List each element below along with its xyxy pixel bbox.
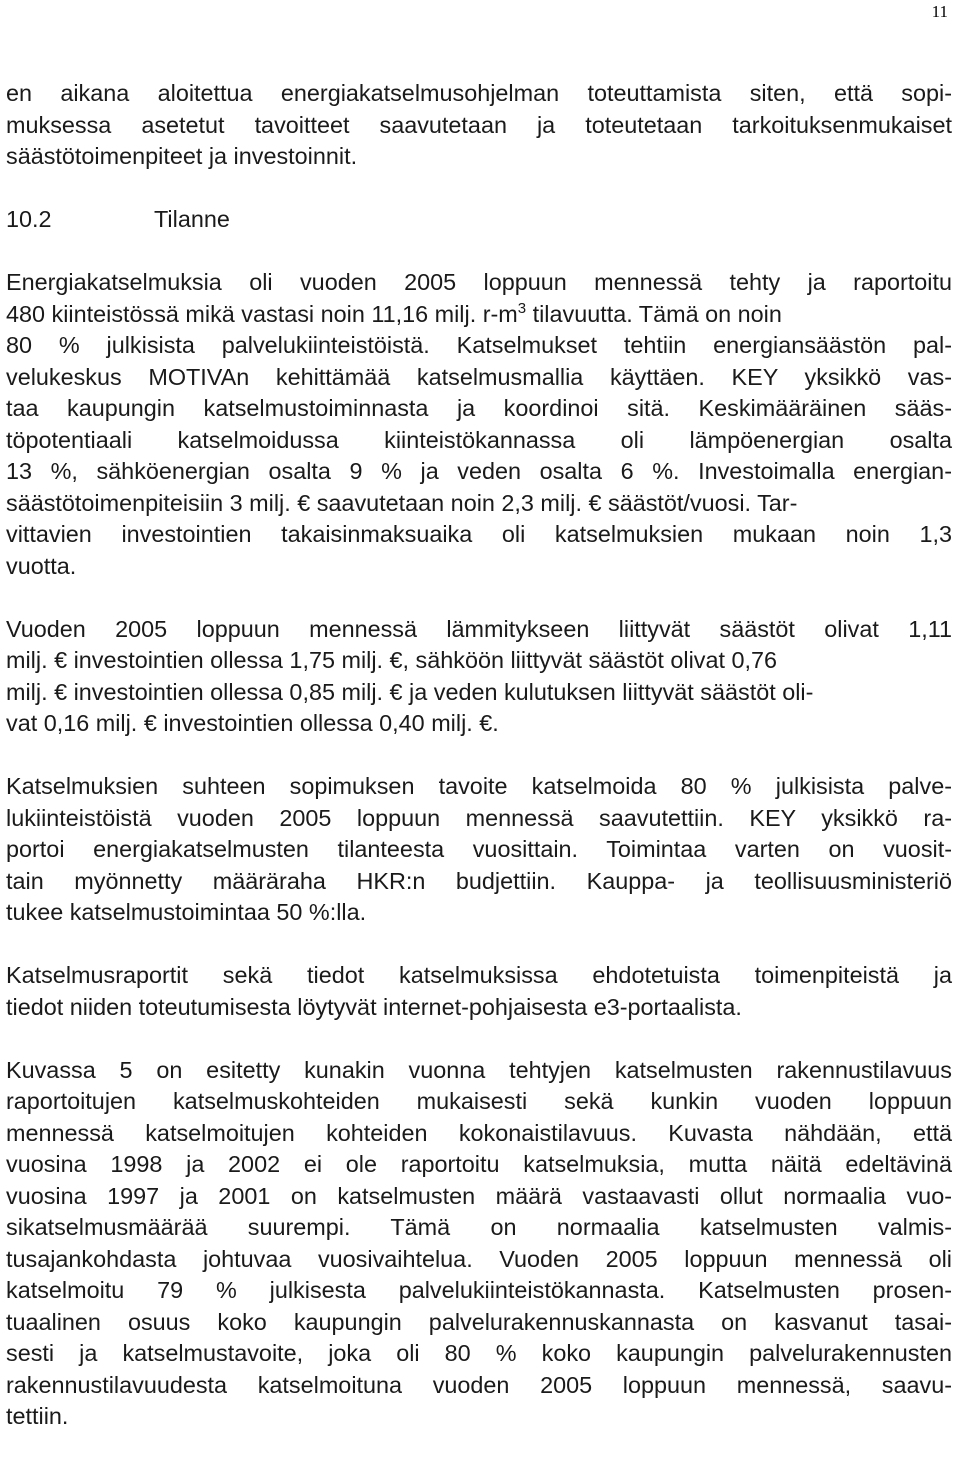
- euro-symbol: €: [588, 489, 602, 516]
- euro-symbol: €: [479, 710, 493, 736]
- text-line: Vuoden 2005 loppuun mennessä lämmitykseen liittyvät säästöt olivat 1,11: [6, 615, 952, 642]
- text-segment: investointien ollessa 0,85 milj.: [67, 678, 384, 705]
- text-line: tain myönnetty määräraha HKR:n budjettiin. Kauppa- ja teollisuusministeriö: [6, 867, 952, 894]
- paragraph-intro: [6, 78, 952, 173]
- text-segment: ja veden kulutuksen liittyvät säästöt oli-: [402, 678, 814, 705]
- text-line: muksessa asetetut tavoitteet saavutetaan ja toteutetaan tarkoituksenmukaiset: [6, 111, 952, 138]
- text-line: tukee katselmustoimintaa 50 %:lla.: [6, 899, 367, 925]
- text-segment: vat 0,16 milj.: [6, 710, 138, 736]
- text-segment: saavutetaan noin 2,3 milj.: [310, 489, 582, 516]
- text-segment: investointien ollessa 1,75 milj.: [67, 647, 384, 673]
- text-line: [6, 708, 952, 740]
- text-line: en aikana aloitettua energiakatselmusohjelman toteuttamista siten, että sopi-: [6, 80, 952, 106]
- euro-symbol: €: [389, 647, 403, 673]
- page-number: 11: [931, 2, 948, 21]
- euro-symbol: €: [143, 710, 157, 736]
- text-line: katselmoitu 79 % julkisesta palvelukiinteistökannasta. Katselmusten prosen-: [6, 1277, 952, 1303]
- text-segment: tilavuutta. Tämä on noin: [526, 300, 782, 327]
- document-body: [6, 78, 952, 1464]
- text-line: rakennustilavuudesta katselmoituna vuoden 2005 loppuun mennessä, saavu-: [6, 1371, 952, 1398]
- text-line: taa kaupungin katselmustoiminnasta ja koordinoi sitä. Keskimääräinen sääs-: [6, 395, 952, 421]
- paragraph-reports: [6, 960, 952, 1023]
- text-line: 13 %, sähköenergian osalta 9 % ja veden osalta 6 %. Investoimalla energian-: [6, 458, 952, 484]
- text-line: [6, 677, 952, 709]
- text-segment: milj.: [6, 678, 48, 705]
- text-line: [6, 645, 952, 677]
- text-line: Katselmuksien suhteen sopimuksen tavoite katselmoida 80 % julkisista palve-: [6, 773, 952, 799]
- paragraph-figure: [6, 1055, 952, 1433]
- text-line: mennessä katselmoitujen kohteiden kokonaistilavuus. Kuvasta nähdään, että: [6, 1119, 952, 1146]
- text-line: tuaalinen osuus koko kaupungin palvelurakennuskannasta on kasvanut tasai-: [6, 1308, 952, 1335]
- superscript: 3: [517, 299, 527, 317]
- text-segment: .: [492, 710, 499, 736]
- text-segment: milj.: [6, 647, 48, 673]
- euro-symbol: €: [297, 489, 311, 516]
- text-line: sesti ja katselmustavoite, joka oli 80 % koko kaupungin palvelurakennusten: [6, 1340, 952, 1366]
- euro-symbol: €: [54, 647, 68, 673]
- text-line: velukeskus MOTIVAn kehittämää katselmusmallia käyttäen. KEY yksikkö vas-: [6, 363, 952, 390]
- text-line: vittavien investointien takaisinmaksuaika oli katselmuksien mukaan noin 1,3: [6, 521, 952, 547]
- text-line: tusajankohdasta johtuvaa vuosivaihtelua. Vuoden 2005 loppuun mennessä oli: [6, 1245, 952, 1272]
- paragraph-savings: [6, 614, 952, 740]
- text-line: 80 % julkisista palvelukiinteistöistä. Katselmukset tehtiin energiansäästön pal-: [6, 332, 952, 358]
- text-segment: investointien ollessa 0,40 milj.: [156, 710, 473, 736]
- text-line: portoi energiakatselmusten tilanteesta vuosittain. Toimintaa varten on vuosit-: [6, 836, 952, 862]
- paragraph-target: [6, 771, 952, 929]
- text-line: tiedot niiden toteutumisesta löytyvät internet-pohjaisesta e3-portaalista.: [6, 993, 742, 1020]
- text-segment: säästöt/vuosi. Tar-: [601, 489, 798, 516]
- euro-symbol: €: [54, 678, 68, 705]
- text-segment: 480 kiinteistössä mikä vastasi noin 11,16 milj. r-m: [6, 300, 518, 327]
- text-line: Katselmusraportit sekä tiedot katselmuksissa ehdotetuista toimenpiteistä ja: [6, 962, 952, 988]
- text-line: tettiin.: [6, 1403, 69, 1429]
- text-segment: , sähköön liittyvät säästöt olivat 0,76: [402, 647, 778, 673]
- text-line: [6, 488, 952, 520]
- text-line: vuosina 1998 ja 2002 ei ole raportoitu katselmuksia, mutta näitä edeltävinä: [6, 1151, 952, 1177]
- text-line: säästötoimenpiteet ja investoinnit.: [6, 143, 358, 169]
- section-number: 10.2: [6, 206, 52, 232]
- text-line: vuosina 1997 ja 2001 on katselmusten määrä vastaavasti ollut normaalia vuo-: [6, 1182, 952, 1209]
- paragraph-status: [6, 267, 952, 582]
- euro-symbol: €: [389, 678, 403, 705]
- text-line: Kuvassa 5 on esitetty kunakin vuonna tehtyjen katselmusten rakennustilavuus: [6, 1056, 952, 1083]
- text-line: raportoitujen katselmuskohteiden mukaisesti sekä kunkin vuoden loppuun: [6, 1088, 952, 1114]
- text-line: sikatselmusmäärää suurempi. Tämä on normaalia katselmusten valmis-: [6, 1214, 952, 1240]
- text-line: Energiakatselmuksia oli vuoden 2005 loppuun mennessä tehty ja raportoitu: [6, 269, 952, 295]
- text-line: [6, 299, 952, 331]
- section-heading: [6, 204, 952, 236]
- text-line: lukiinteistöistä vuoden 2005 loppuun mennessä saavutettiin. KEY yksikkö ra-: [6, 804, 952, 831]
- text-segment: säästötoimenpiteisiin 3 milj.: [6, 489, 291, 516]
- text-line: vuotta.: [6, 552, 77, 579]
- section-title: Tilanne: [154, 206, 230, 232]
- text-line: töpotentiaali katselmoidussa kiinteistökannassa oli lämpöenergian osalta: [6, 426, 952, 453]
